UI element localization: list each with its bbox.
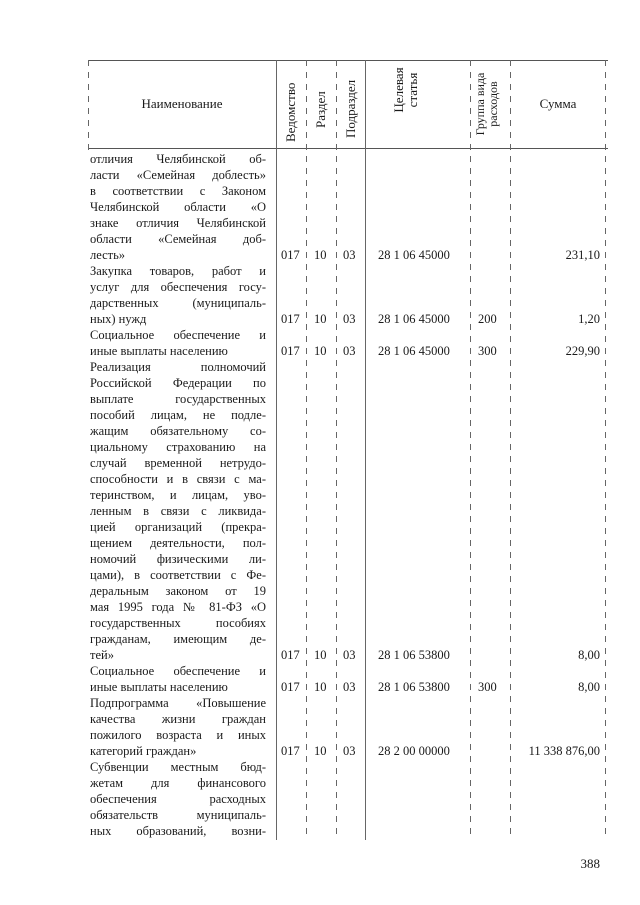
header-department: Ведомство: [283, 82, 298, 142]
row-name-line: услуг для обеспечения госу-: [90, 280, 266, 294]
row-amount: 8,00: [578, 648, 600, 662]
row-name-line: лесть»: [90, 248, 126, 262]
row-amount: 231,10: [565, 248, 600, 262]
row-name-line: Реализация полномочий: [90, 360, 266, 374]
row-name-line: пожилого возраста и иных: [90, 728, 266, 742]
row-target: 28 1 06 45000: [378, 312, 450, 326]
row-department: 017: [281, 248, 300, 262]
header-subsection: Подраздел: [343, 79, 358, 138]
row-department: 017: [281, 680, 300, 694]
col-divider-name: [276, 60, 277, 840]
row-name-line: обеспечения расходных: [90, 792, 266, 806]
row-name-line: ласти «Семейная доблесть»: [90, 168, 266, 182]
row-name-line: Подпрограмма «Повышение: [90, 696, 266, 710]
col-divider-subsection: [365, 60, 366, 840]
row-amount: 11 338 876,00: [528, 744, 600, 758]
col-divider-department: [306, 60, 307, 840]
row-name-line: тей»: [90, 648, 114, 662]
row-name-line: отличия Челябинской об-: [90, 152, 266, 166]
row-name-line: Российской Федерации по: [90, 376, 266, 390]
row-name-line: жетам для финансового: [90, 776, 266, 790]
col-divider-group: [510, 60, 511, 840]
row-name-line: гражданам, имеющим де-: [90, 632, 266, 646]
row-name-line: способности и в связи с ма-: [90, 472, 266, 486]
row-name-line: щением деятельности, пол-: [90, 536, 266, 550]
row-name-line: Социальное обеспечение и: [90, 664, 266, 678]
row-name-line: знаке отличия Челябинской: [90, 216, 266, 230]
row-target: 28 1 06 53800: [378, 680, 450, 694]
row-section: 10: [314, 680, 327, 694]
header-section: Раздел: [313, 91, 328, 128]
row-department: 017: [281, 312, 300, 326]
row-target: 28 2 00 00000: [378, 744, 450, 758]
row-name-line: Социальное обеспечение и: [90, 328, 266, 342]
header-target-item: [392, 50, 420, 130]
row-amount: 1,20: [578, 312, 600, 326]
col-divider-target: [470, 60, 471, 840]
row-target: 28 1 06 53800: [378, 648, 450, 662]
row-name-line: ленным в связи с ликвида-: [90, 504, 266, 518]
row-subsection: 03: [343, 248, 356, 262]
row-subsection: 03: [343, 744, 356, 758]
header-name-text: Наименование: [141, 96, 223, 111]
row-name-line: ных образований, возни-: [90, 824, 266, 838]
row-subsection: 03: [343, 344, 356, 358]
row-group: 300: [478, 680, 497, 694]
row-name-line: государственных пособиях: [90, 616, 266, 630]
header-name: [88, 60, 276, 148]
row-amount: 8,00: [578, 680, 600, 694]
header-target-item-text: Целевая статья: [391, 67, 420, 113]
row-name-line: деральным законом от 19: [90, 584, 266, 598]
row-group: 200: [478, 312, 497, 326]
row-name-line: Челябинской области «О: [90, 200, 266, 214]
row-name-line: обязательств муниципаль-: [90, 808, 266, 822]
row-subsection: 03: [343, 648, 356, 662]
row-section: 10: [314, 248, 327, 262]
header-expense-group-text: Группа вида расходов: [473, 72, 500, 136]
row-name-line: иные выплаты населению: [90, 344, 228, 358]
row-department: 017: [281, 744, 300, 758]
row-name-line: выплате государственных: [90, 392, 266, 406]
row-name-line: цами), в соответствии с Фе-: [90, 568, 266, 582]
row-name-line: дарственных (муниципаль-: [90, 296, 266, 310]
header-expense-group: [474, 62, 500, 146]
row-name-line: жащим обязательному со-: [90, 424, 266, 438]
row-name-line: случай временной нетрудо-: [90, 456, 266, 470]
row-name-line: цией организаций (прекра-: [90, 520, 266, 534]
row-department: 017: [281, 648, 300, 662]
row-name-line: Закупка товаров, работ и: [90, 264, 266, 278]
row-name-line: мая 1995 года № 81-ФЗ «О: [90, 600, 266, 614]
row-group: 300: [478, 344, 497, 358]
row-amount: 229,90: [565, 344, 600, 358]
row-subsection: 03: [343, 680, 356, 694]
row-department: 017: [281, 344, 300, 358]
row-target: 28 1 06 45000: [378, 248, 450, 262]
row-section: 10: [314, 744, 327, 758]
row-target: 28 1 06 45000: [378, 344, 450, 358]
row-name-line: номочий физическими ли-: [90, 552, 266, 566]
row-name-line: пособий лицам, не подле-: [90, 408, 266, 422]
row-section: 10: [314, 648, 327, 662]
col-divider-section: [336, 60, 337, 840]
header-amount: [510, 60, 606, 148]
row-subsection: 03: [343, 312, 356, 326]
page-number: 388: [580, 856, 600, 871]
header-amount-text: Сумма: [539, 96, 577, 111]
row-section: 10: [314, 312, 327, 326]
row-name-line: категорий граждан»: [90, 744, 197, 758]
table-right-border: [605, 60, 606, 840]
header-bottom-border: [88, 148, 608, 149]
row-name-line: области «Семейная доб-: [90, 232, 266, 246]
row-name-line: Субвенции местным бюд-: [90, 760, 266, 774]
row-name-line: ных) нужд: [90, 312, 147, 326]
row-name-line: иные выплаты населению: [90, 680, 228, 694]
row-section: 10: [314, 344, 327, 358]
row-name-line: в соответствии с Законом: [90, 184, 266, 198]
row-name-line: циальному страхованию на: [90, 440, 266, 454]
row-name-line: теринством, и лицам, уво-: [90, 488, 266, 502]
row-name-line: качества жизни граждан: [90, 712, 266, 726]
